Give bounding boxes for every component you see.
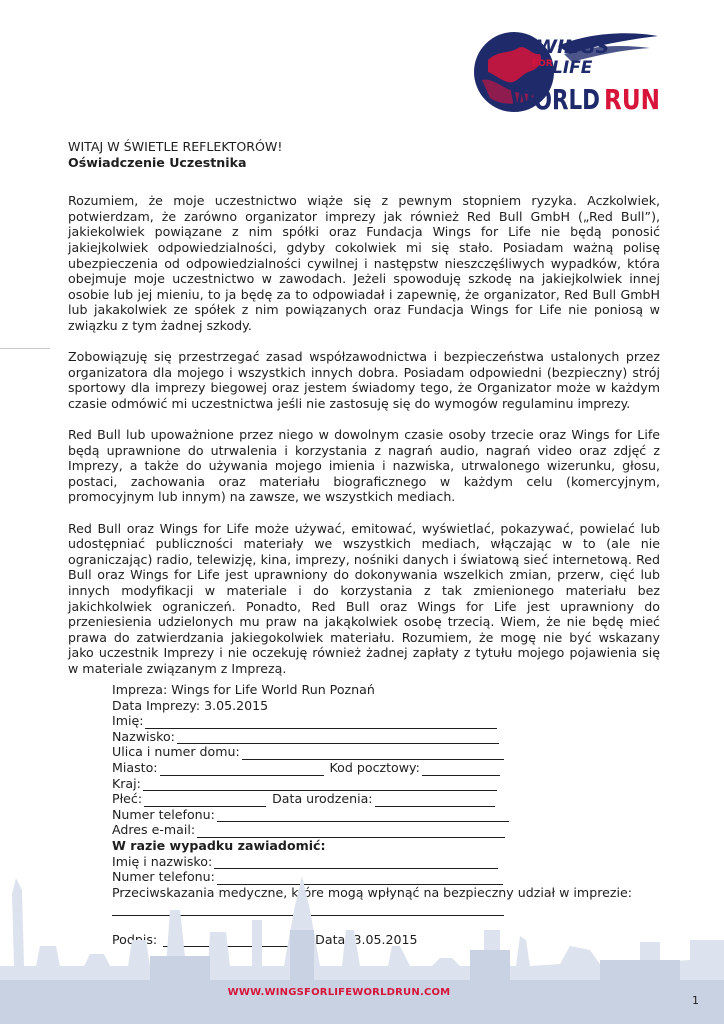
emergency-heading: W razie wypadku zawiadomić: [112,837,326,853]
logo-for-text: FOR [532,59,553,69]
emergency-heading-row [112,838,652,854]
paragraph-media-rights: Red Bull oraz Wings for Life może używać, emitować, wyświetlać, pokazywać, powielać lub udostępniać publiczności materiały we wszystkich mediach, włączając w to (ale nie ograniczając) radio, telewizję, kina, imprezy, nośniki danych i światową sieć internetową. Red Bull oraz Wings for Life jest uprawniony do dokonywania wszelkich zmian, przerw, cięć lub innych modyfikacji w materiale i do korzystania z tak zmienionego materiału bez jakichkolwiek ograniczeń. Ponadto, Red Bull oraz Wings for Life jest uprawniony do przeniesienia udzielonych mu praw na jakąkolwiek osobę trzecią. Wiem, że nie będę mieć prawa do zatwierdzania jakiegokolwiek materiału. Rozumiem, że mogę nie być wskazany jako uczestnik Imprezy i nie oczekuję również żadnej zapłaty z tytułu mojego pojawienia się w materiale związanym z Imprezą. [68,520,660,676]
emergency-name-label: Imię i nazwisko: [112,853,213,869]
first-name-field[interactable] [145,716,497,729]
city-field[interactable] [160,763,324,776]
street-field[interactable] [242,747,504,760]
street-label: Ulica i numer domu: [112,744,240,760]
phone-row [112,807,652,823]
first-name-row [112,713,652,729]
document-subtitle: Oświadczenie Uczestnika [68,154,247,170]
signature-label: Podpis: [112,931,158,947]
medical-label: Przeciwskazania medyczne, które mogą wpłynąć na bezpieczny udział w imprezie: [112,884,632,900]
event-label: Impreza: Wings for Life World Run Poznań [112,682,375,697]
emergency-name-field[interactable] [214,856,498,869]
event-line [112,682,652,698]
last-name-label: Nazwisko: [112,728,175,744]
postal-code-field[interactable] [422,763,500,776]
email-field[interactable] [197,825,505,838]
paragraph-risk: Rozumiem, że moje uczestnictwo wiąże się z pewnym stopniem ryzyka. Aczkolwiek, potwierdzam, że zarówno organizator imprezy jak również Red Bull GmbH („Red Bull”), jakiekolwiek powiązane z nim spółki oraz Fundacja Wings for Life nie będą ponosić jakiejkolwiek odpowiedzialności, gdyby cokolwiek mi się stało. Posiadam ważną polisę ubezpieczenia od odpowiedzialności cywilnej i następstw nieszczęśliwych wypadków, która obejmuje moje uczestnictwo w zawodach. Jeżeli spowoduję szkodę na jakiejkolwiek innej osobie lub jej mieniu, to ja będę za to odpowiadał i zapewnię, że organizator, Red Bull GmbH lub jakakolwiek ze spółek z nim powiązanych oraz Fundacja Wings for Life nie poniosą w związku z tym żadnej szkody. [68,193,660,333]
wings-for-life-world-run-logo [474,20,662,116]
sex-label: Płeć: [112,791,143,807]
paragraph-rules: Zobowiązuję się przestrzegać zasad współzawodnictwa i bezpieczeństwa ustalonych przez organizatora dla mojego i wszystkich innych dobra. Posiadam odpowiedni (bezpieczny) strój sportowy dla imprezy biegowej oraz jestem świadomy tego, że Organizator może w każdym czasie odmówić mi uczestnictwa jeśli nie zastosuję się do wymogów regulaminu imprezy. [68,349,660,411]
last-name-field[interactable] [177,731,499,744]
emergency-phone-label: Numer telefonu: [112,869,215,885]
event-date-line [112,698,652,714]
phone-label: Numer telefonu: [112,806,215,822]
footer-website-link[interactable]: WWW.WINGSFORLIFEWORLDRUN.COM [227,987,451,998]
street-row [112,744,652,760]
country-row [112,776,652,792]
birth-date-field[interactable] [375,794,495,807]
sign-date-label: Data: 3.05.2015 [315,931,418,947]
margin-rule [0,348,50,349]
country-label: Kraj: [112,775,141,791]
city-label: Miasto: [112,759,158,775]
city-skyline-graphic [0,870,724,1024]
logo-world-text: WORLD [510,83,600,116]
paragraph-recordings: Red Bull lub upoważnione przez niego w dowolnym czasie osoby trzecie oraz Wings for Life będą uprawnione do utrwalenia i korzystania z nagrań audio, nagrań video oraz zdjęć z Imprezy, a także do używania mojego imienia i nazwiska, utrwalonego wizerunku, głosu, postaci, zachowania oraz materiału biograficznego w każdym celu (komercyjnym, promocyjnym lub innym) na zawsze, we wszystkich mediach. [68,427,660,505]
first-name-label: Imię: [112,713,144,729]
logo-wings-text: WINGS [536,36,610,58]
birth-date-label: Data urodzenia: [272,791,373,807]
country-field[interactable] [143,778,497,791]
last-name-row [112,729,652,745]
city-row [112,760,652,776]
sex-field[interactable] [144,794,266,807]
logo-life-text: LIFE [552,58,593,78]
postal-code-label: Kod pocztowy: [329,759,420,775]
document-title: WITAJ W ŚWIETLE REFLEKTORÓW! [68,139,283,154]
email-row [112,822,652,838]
phone-field[interactable] [217,809,509,822]
event-date-label: Data Imprezy: 3.05.2015 [112,697,269,713]
declaration-text [68,139,660,677]
sex-row [112,791,652,807]
emergency-name-row [112,854,652,870]
page-number: 1 [692,994,699,1007]
logo-run-text: RUN [604,83,660,116]
email-label: Adres e-mail: [112,822,196,838]
